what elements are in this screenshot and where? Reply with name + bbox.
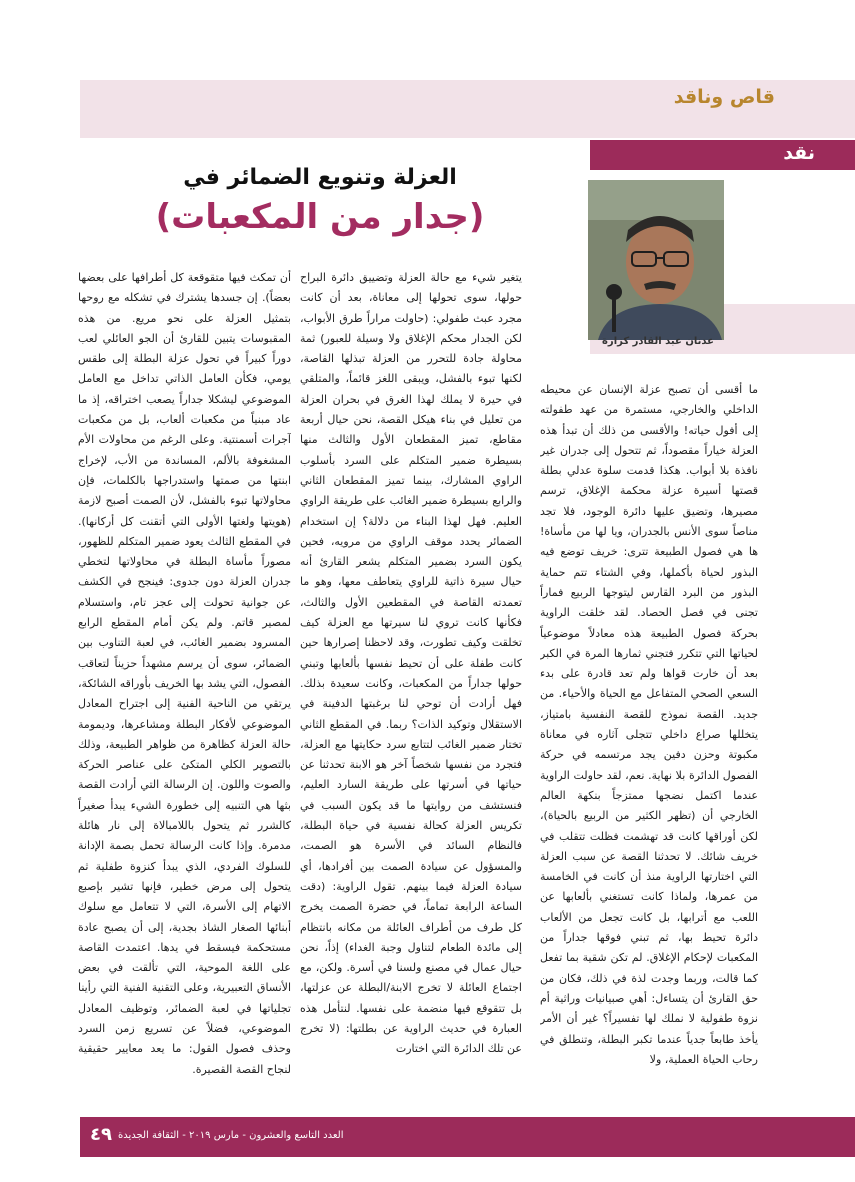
author-portrait-illustration xyxy=(588,180,724,340)
page-number: ٤٩ xyxy=(90,1124,112,1145)
article-column-middle xyxy=(300,268,522,1098)
author-name: عدنان عبد القادر كزارة xyxy=(602,336,714,347)
category-label: نقد xyxy=(783,142,815,164)
author-photo xyxy=(588,180,724,340)
article-text: يتغير شيء مع حالة العزلة وتضييق دائرة البراح حولها، سوى تحولها إلى معاناة، بعد أن كانت مجرد عبث طفولي: (حاولت مراراً طرق الأبواب، لكن الجدار محكم الإغلاق ولا وسيلة للعبور) ثمة محاولة جادة للتحرر من العزلة تبذلها القاصة، لكنها تبوء بالفشل، ويبقى اللغز قائماً، والمتلقي في حيرة لا يملك لهذا الغرق في بحران العزلة من تعليل في بناء هيكل القصة، نحن حيال أربعة مقاطع، تميز المقطعان الأول والثالث منها بسيطرة ضمير المتكلم على السرد بأسلوب الراوي المشارك، بينما تميز المقطعان الثاني والرابع بسيطرة ضمير الغائب على طريقة الراوي العليم. فهل لهذا البناء من دلالة؟ إن استخدام الضمائر يحدد موقف الراوي من مرويه، فحين يكون السرد بضمير المتكلم يشعر القارئ أنه حيال سيرة ذاتية للراوي يتعاطف معها، وهو ما تعمدته القاصة في المقطعين الأول والثالث، فكأنها كانت تروي لنا سيرتها مع العزلة كيف تخلقت وكيف تطورت، وقد لاحظنا إصرارها حين كانت طفلة على أن تحيط نفسها بألعابها وتبني حولها جداراً من المكعبات، وكانت سعيدة بذلك. فهل أرادت أن توحي لنا برغبتها الدفينة في الاستقلال وتوكيد الذات؟ ربما. في المقطع الثاني تختار ضمير الغائب لتتابع سرد حكايتها مع العزلة، فتجرد من نفسها شخصاً آخر هو الابنة تحدثنا عن حياتها في أسرتها على طريقة السارد العليم، فنستشف من روايتها ما قد يكون السبب في تكريس العزلة كحالة نفسية في حياة البطلة، فالنظام السائد في الأسرة هو الصمت، والمسؤول عن سيادة الصمت بين أفرادها، أي سيادة العزلة فيما بينهم. تقول الراوية: (دقت الساعة الرابعة تماماً، في حضرة الصمت يخرج كل طرف من أطراف العائلة من مكانه بانتظام إلى مائدة الطعام لتناول وجبة الغداء) إذاً، نحن حيال عمال في مصنع ولسنا في أسرة. ولكن، مع اجتماع العائلة لا تخرج الابنة/البطلة عن عزلتها، بل تتقوقع فيها منضمة على نفسها. لنتأمل هذه العبارة في حديث الراوية عن بطلتها: (لا تخرج عن تلك الدائرة التي اختارت xyxy=(300,271,522,1056)
article-text: ما أقسى أن تصبح عزلة الإنسان عن محيطه الداخلي والخارجي، مستمرة من عهد طفولته إلى أفول حياته! والأقسى من ذلك أن تبدأ هذه العزلة خياراً مقصوداً، ثم تتحول إلى جدران غير نافذة بلا أبواب. هكذا قدمت سلوة عدلي بطلة قصتها أسيرة عزلة محكمة الإغلاق، ترسم مصيرها، وتضيق عليها دائرة الوجود، فلا تجد مناصاً سوى الأنس بالجدران، ويا لها من مأساة! ها هي فصول الطبيعة تترى: خريف توضع فيه البذور لحياة بأكملها، وفي الشتاء تتم حماية البذور من البرد القارس ليتوجها الربيع فماراً تجنى في فصل الحصاد. لقد خلقت الراوية بحركة فصول الطبيعة هذه معادلاً موضوعياً لحياتها التي تتكرر فتجني ثمارها المرة في الكبر بعد أن خارت قواها ولم تعد قادرة على بدء السعي الصحي المتفاعل مع الحياة والأحياء. من جديد. القصة نموذج للقصة النفسية بامتياز، يتخللها صراع داخلي تتجلى آثاره في معاناة مكبوتة وحزن دفين يجد مرتسمه في حركة الفصول الدائرة بلا نهاية. نعم، لقد حاولت الراوية عندما اكتمل نضجها ممتزجاً بنكهة العالم الخارجي أن (تظهر الكثير من الربيع بالحياة)، لكن أوراقها كانت قد تهشمت فظلت تتقلب في خريف شائك. لا تحدثنا القصة عن سبب العزلة التي اختارتها الراوية منذ أن كانت في الخامسة من عمرها، ولماذا كانت تستغني بألعابها عن اللعب مع أترابها، بل كانت تجعل من الألعاب دائرة تحيط بها، ثم تبني فوقها جداراً من المكعبات لإحكام الإغلاق. لم تكن شقية بما تفعل كما قالت، وربما وجدت لذة في ذلك، فكان من حق القارئ أن يتساءل: أهي صبيانيات وراثية أم نزوة طفولية لا نملك لها تفسيراً؟ غير أن الأمر يأخذ طابعاً جدياً عندما تكبر البطلة، وتنطلق في رحاب الحياة العملية، ولا xyxy=(540,383,758,1066)
article-title-line1: العزلة وتنويع الضمائر في xyxy=(183,165,457,190)
article-column-left xyxy=(78,268,291,1098)
article-column-right xyxy=(540,380,758,1100)
article-title-line2: (جدار من المكعبات) xyxy=(155,197,485,237)
section-label: قاص وناقد xyxy=(673,86,775,108)
issue-info: العدد التاسع والعشرون - مارس ٢٠١٩ - الثقافة الجديدة xyxy=(118,1130,344,1141)
article-text: أن تمكث فيها متقوقعة كل أطرافها على بعضها بعضاً). إن جسدها يشترك في تشكله مع روحها بتمثيل العزلة على نحو مريع. من هذه المقبوسات يتبين للقارئ أن الجو العائلي لعب دوراً كبيراً في تحول عزلة البطلة إلى طقس يومي، فكأن العامل الذاتي تداخل مع العامل الموضوعي ليشكلا جداراً يصعب اختراقه، إذ ما عاد مبنياً من مكعبات ألعاب، بل من مكعبات آجرات أسمنتية. وعلى الرغم من محاولات الأم المشغوفة بالألم، المساندة من الأب، لإخراج ابنتها من صمتها واستدراجها بالكلمات، فإن محاولاتها تبوء بالفشل، لأن الصمت أصبح لازمة (هويتها ولغتها الأولى التي أتقنت كل أركانها). في المقطع الثالث يعود ضمير المتكلم للظهور، مصوراً مأساة البطلة في محاولاتها لتخطي جدران العزلة دون جدوى: فينجح في الكشف عن جوانية تحولت إلى عجز تام، واستسلام لمصير قاتم. ولم يكن أمام المقطع الرابع المسرود بضمير الغائب، في لعبة التناوب بين الضمائر، سوى أن يرسم مشهداً حزيناً لتعاقب الفصول، التي يشد بها الخريف بأوراقه الشائكة، يرتقي من الناحية الفنية إلى اجتراح المعادل الموضوعي لأفكار البطلة ومشاعرها، وديمومة حالة العزلة كظاهرة من ظواهر الطبيعة، وذلك بالتصوير الكلي المتكئ على عناصر الحركة والصوت واللون. إن الرسالة التي أرادت القصة بثها هي التنبيه إلى خطورة الشيء يبدأ صغيراً كالشرر ثم يتحول باللامبالاة إلى نار هائلة مدمرة. وإذا كانت الرسالة تحمل بصمة الإدانة للسلوك الفردي، الذي يبدأ كنزوة طفلية ثم يتحول إلى مرض خطير، فإنها تشير بإصبع الاتهام إلى الأسرة، التي لا تتعامل مع سلوك أبنائها الصغار الشاذ بجدية، إلى أن يصبح عادة مستحكمة فيسقط في يدها. اعتمدت القاصة على اللغة الموحية، التي تألقت في بعض الأنساق التعبيرية، وعلى التقنية الفنية التي رأينا تجلياتها في لعبة الضمائر، وتوظيف المعادل الموضوعي، فضلاً عن تسريع زمن السرد وحذف فصول القول: ما يعد معايير حقيقية لنجاح القصة القصيرة. xyxy=(78,271,291,1076)
